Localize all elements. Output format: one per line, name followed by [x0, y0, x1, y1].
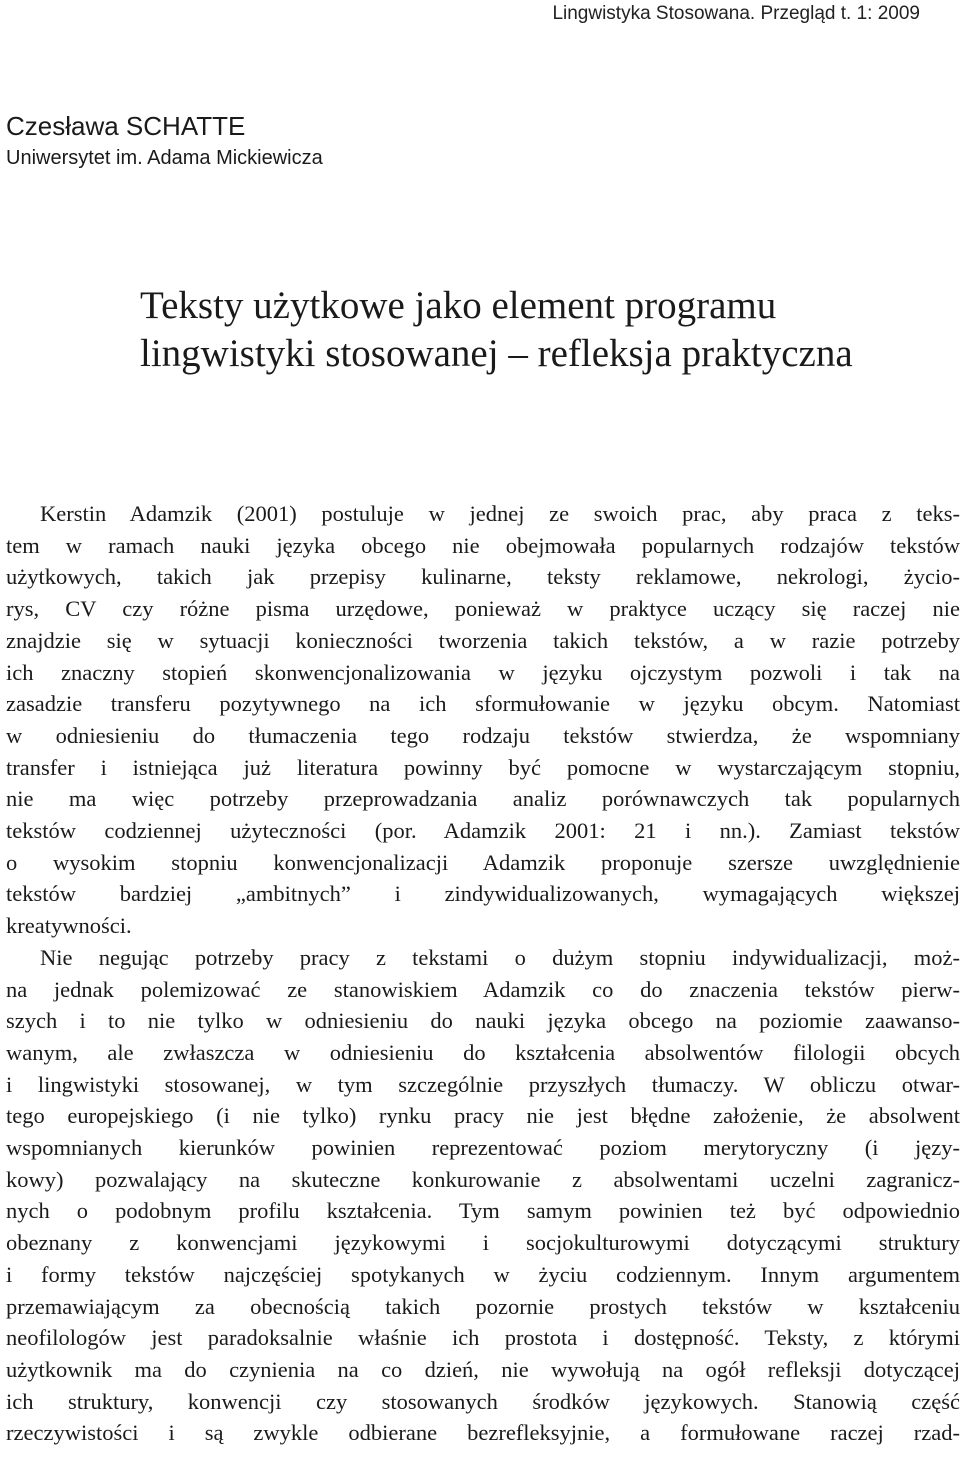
text-line: nych o podobnym profilu kształcenia. Tym samym powinien też być odpowiednio [6, 1198, 960, 1224]
text-line: ich znaczny stopień skonwencjonalizowania w języku ojczystym pozwoli i tak na [6, 659, 960, 685]
text-line: rzeczywistości i są zwykle odbierane bezrefleksyjnie, a formułowane raczej rzad- [6, 1420, 960, 1446]
text-line: tem w ramach nauki języka obcego nie obejmowała popularnych rodzajów tekstów [6, 532, 960, 558]
text-line: i lingwistyki stosowanej, w tym szczególnie przyszłych tłumaczy. W obliczu otwar- [6, 1071, 960, 1097]
author-affiliation: Uniwersytet im. Adama Mickiewicza [6, 147, 323, 169]
article-body [6, 498, 960, 1449]
text-line: tekstów codziennej użyteczności (por. Adamzik 2001: 21 i nn.). Zamiast tekstów [6, 818, 960, 844]
text-line: przemawiającym za obecnością takich pozornie prostych tekstów w kształceniu [6, 1293, 960, 1319]
text-line: tekstów bardziej „ambitnych” i zindywidualizowanych, wymagających większej [6, 881, 960, 907]
article-title [140, 282, 940, 378]
text-line: o wysokim stopniu konwencjonalizacji Adamzik proponuje szersze uwzględnienie [6, 849, 960, 875]
text-line: ich struktury, konwencji czy stosowanych środków językowych. Stanowią część [6, 1388, 960, 1414]
paragraph-1 [6, 498, 960, 942]
text-line: rys, CV czy różne pisma urzędowe, ponieważ w praktyce uczący się raczej nie [6, 596, 960, 622]
text-line: kowy) pozwalający na skuteczne konkurowanie z absolwentami uczelni zagranicz- [6, 1166, 960, 1192]
text-line: użytkowych, takich jak przepisy kulinarne, teksty reklamowe, nekrologi, życio- [6, 564, 960, 590]
text-line: użytkownik ma do czynienia na co dzień, nie wywołują na ogół refleksji dotyczącej [6, 1356, 960, 1382]
text-line: wspomnianych kierunków powinien reprezentować poziom merytoryczny (i języ- [6, 1135, 960, 1161]
paragraph-2 [6, 942, 960, 1449]
text-line: kreatywności. [6, 913, 132, 939]
text-line: nie ma więc potrzeby przeprowadzania analiz porównawczych tak popularnych [6, 786, 960, 812]
author-name: Czesława SCHATTE [6, 111, 246, 141]
text-line: transfer i istniejąca już literatura powinny być pomocne w wystarczającym stopniu, [6, 754, 960, 780]
text-line: wanym, ale zwłaszcza w odniesieniu do kształcenia absolwentów filologii obcych [6, 1039, 960, 1065]
text-line: znajdzie się w sytuacji konieczności tworzenia takich tekstów, a w razie potrzeby [6, 627, 960, 653]
text-line: tego europejskiego (i nie tylko) rynku pracy nie jest błędne założenie, że absolwent [6, 1103, 960, 1129]
text-line: Kerstin Adamzik (2001) postuluje w jednej ze swoich prac, aby praca z teks- [40, 501, 960, 526]
text-line: w odniesieniu do tłumaczenia tego rodzaju tekstów stwierdza, że wspomniany [6, 722, 960, 748]
text-line: Nie negując potrzeby pracy z tekstami o dużym stopniu indywidualizacji, moż- [40, 944, 960, 970]
text-line: szych i to nie tylko w odniesieniu do nauki języka obcego na poziomie zaawanso- [6, 1008, 960, 1034]
running-head: Lingwistyka Stosowana. Przegląd t. 1: 2009 [552, 3, 920, 24]
title-line: lingwistyki stosowanej – refleksja praktyczna [140, 332, 853, 375]
text-line: obeznany z konwencjami językowymi i socjokulturowymi dotyczącymi struktury [6, 1230, 960, 1256]
text-line: zasadzie transferu pozytywnego na ich sformułowanie w języku obcym. Natomiast [6, 691, 960, 717]
text-line: na jednak polemizować ze stanowiskiem Adamzik co do znaczenia tekstów pierw- [6, 976, 960, 1002]
text-line: i formy tekstów najczęściej spotykanych w życiu codziennym. Innym argumentem [6, 1261, 960, 1287]
text-line: neofilologów jest paradoksalnie właśnie ich prostota i dostępność. Teksty, z którymi [6, 1325, 960, 1351]
title-line: Teksty użytkowe jako element programu [140, 284, 777, 327]
